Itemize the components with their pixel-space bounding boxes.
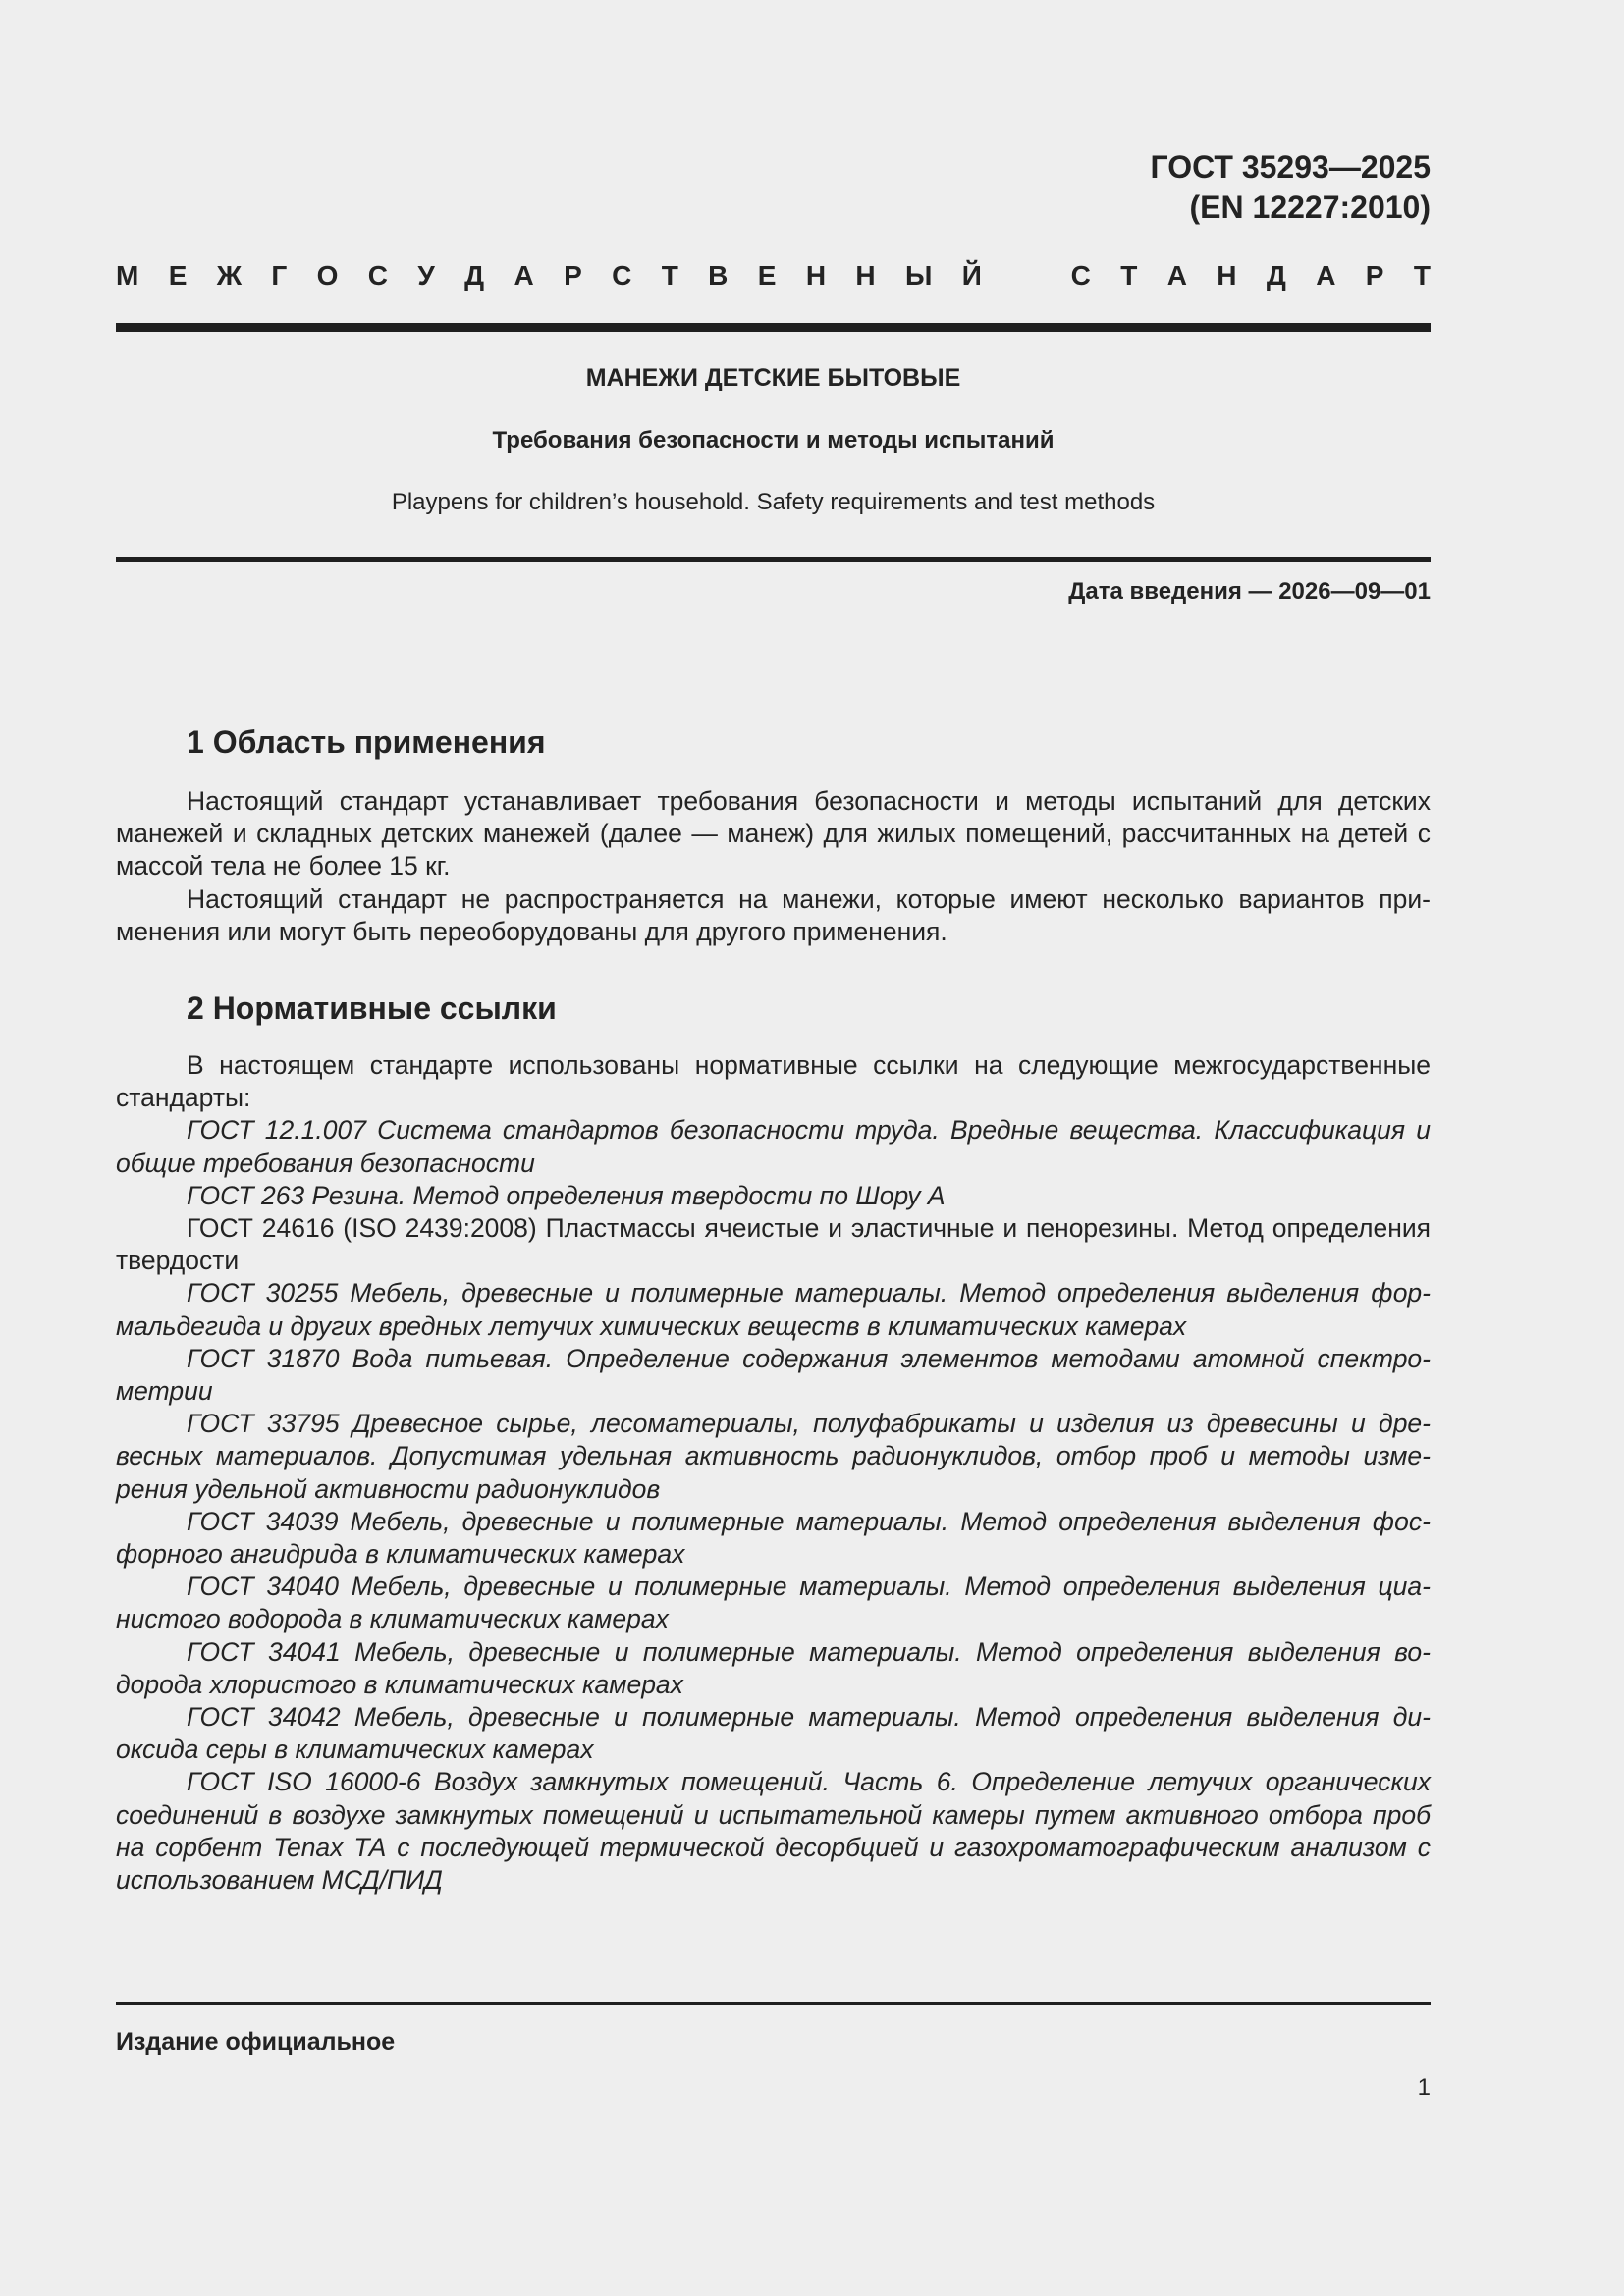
category-letter: А — [514, 260, 534, 291]
category-letter: С — [367, 260, 389, 291]
standard-title-english: Playpens for children’s household. Safety requirements and test methods — [391, 489, 1156, 515]
category-letter: А — [1316, 260, 1336, 291]
category-letter: Д — [1266, 260, 1286, 291]
category-letter: В — [708, 260, 729, 291]
section-scope-body — [116, 785, 1431, 948]
category-letter: С — [1070, 260, 1091, 291]
reference-item: ГОСТ 12.1.007 Система стандартов безопасности труда. Вредные вещества. Классификация и общие требования безопасности — [116, 1115, 1431, 1178]
header-rule — [116, 323, 1431, 332]
standard-number: ГОСТ 35293—2025 — [1150, 149, 1431, 185]
page-number: 1 — [1417, 2074, 1431, 2101]
category-letter: Т — [1413, 260, 1431, 291]
reference-item: ГОСТ 30255 Мебель, древесные и полимерные материалы. Метод определения выделения формальдегида и других вредных летучих химических веществ в климатических камерах — [116, 1278, 1431, 1341]
reference-item: ГОСТ 34040 Мебель, древесные и полимерные материалы. Метод определения выделения цианистого водорода в климатических камерах — [116, 1572, 1431, 1634]
category-letter: Р — [1365, 260, 1384, 291]
category-letter: Т — [661, 260, 678, 291]
reference-item: ГОСТ 263 Резина. Метод определения твердости по Шору А — [187, 1180, 946, 1210]
category-letter: М — [116, 260, 139, 291]
category-letter: Д — [464, 260, 485, 291]
section-heading-references: 2 Нормативные ссылки — [187, 990, 557, 1026]
introduction-date: Дата введения — 2026—09—01 — [1068, 578, 1431, 605]
category-letter: Н — [805, 260, 827, 291]
category-letter: Ы — [905, 260, 933, 291]
category-word-gap — [1011, 259, 1041, 293]
paragraph: Настоящий стандарт устанавливает требования безопасности и методы испытаний для детских манежей и складных детских манежей (далее — манеж) для жилых помещений, рассчитанных на детей с массой тела не более 15 кг. — [116, 786, 1431, 881]
paragraph: Настоящий стандарт не распространяется на манежи, которые имеют несколько вариантов применения или могут быть переоборудованы для другого применения. — [116, 883, 1431, 946]
reference-item: ГОСТ 31870 Вода питьевая. Определение содержания элементов методами атомной спектрометрии — [116, 1343, 1431, 1407]
reference-item: ГОСТ 24616 (ISO 2439:2008) Пластмассы ячеистые и эластичные и пенорезины. Метод определения твердости — [116, 1213, 1431, 1276]
edition-label: Издание официальное — [116, 2028, 396, 2056]
category-letter: Р — [564, 260, 582, 291]
document-page — [116, 0, 1431, 2296]
category-letter: У — [417, 260, 435, 291]
standard-title: МАНЕЖИ ДЕТСКИЕ БЫТОВЫЕ — [585, 364, 961, 392]
category-letter: Ж — [216, 260, 243, 291]
footer-rule — [116, 2002, 1431, 2005]
reference-item: ГОСТ 33795 Древесное сырье, лесоматериалы, полуфабрикаты и изделия из древесины и древесных материалов. Допустимая удельная активность радионуклидов, отбор проб и методы измерения удельной активности радионуклидов — [116, 1409, 1431, 1504]
equivalent-standard: (EN 12227:2010) — [1189, 189, 1431, 225]
standard-category-banner — [116, 259, 1431, 293]
title-rule — [116, 557, 1431, 562]
standard-subtitle: Требования безопасности и методы испытаний — [492, 427, 1055, 454]
category-letter: Й — [961, 260, 982, 291]
category-letter: С — [612, 260, 632, 291]
section-references-body — [116, 1049, 1431, 1896]
reference-item: ГОСТ ISO 16000-6 Воздух замкнутых помещений. Часть 6. Определение летучих органических соединений в воздухе замкнутых помещений и испытательной камеры путем активного отбора проб на сорбент Tenax ТА с последующей термической десорбцией и газохроматографическим анализом с использованием МСД/ПИД — [116, 1767, 1431, 1896]
reference-item: ГОСТ 34039 Мебель, древесные и полимерные материалы. Метод определения выделения фосфорного ангидрида в климатических камерах — [116, 1506, 1431, 1570]
category-letter: Т — [1120, 260, 1138, 291]
section-heading-scope: 1 Область применения — [187, 724, 546, 760]
category-letter: А — [1166, 260, 1187, 291]
category-letter: О — [316, 260, 339, 291]
category-letter: Е — [168, 260, 188, 291]
category-letter: Е — [757, 260, 777, 291]
paragraph: В настоящем стандарте использованы нормативные ссылки на следующие межгосударственные стандарты: — [116, 1050, 1431, 1113]
category-letter: Г — [271, 260, 288, 291]
category-letter: Н — [1217, 260, 1237, 291]
document-designation — [1150, 147, 1431, 228]
category-letter: Н — [855, 260, 876, 291]
reference-item: ГОСТ 34042 Мебель, древесные и полимерные материалы. Метод определения выделения диоксида серы в климатических камерах — [116, 1702, 1431, 1765]
reference-item: ГОСТ 34041 Мебель, древесные и полимерные материалы. Метод определения выделения водорода хлористого в климатических камерах — [116, 1636, 1431, 1699]
